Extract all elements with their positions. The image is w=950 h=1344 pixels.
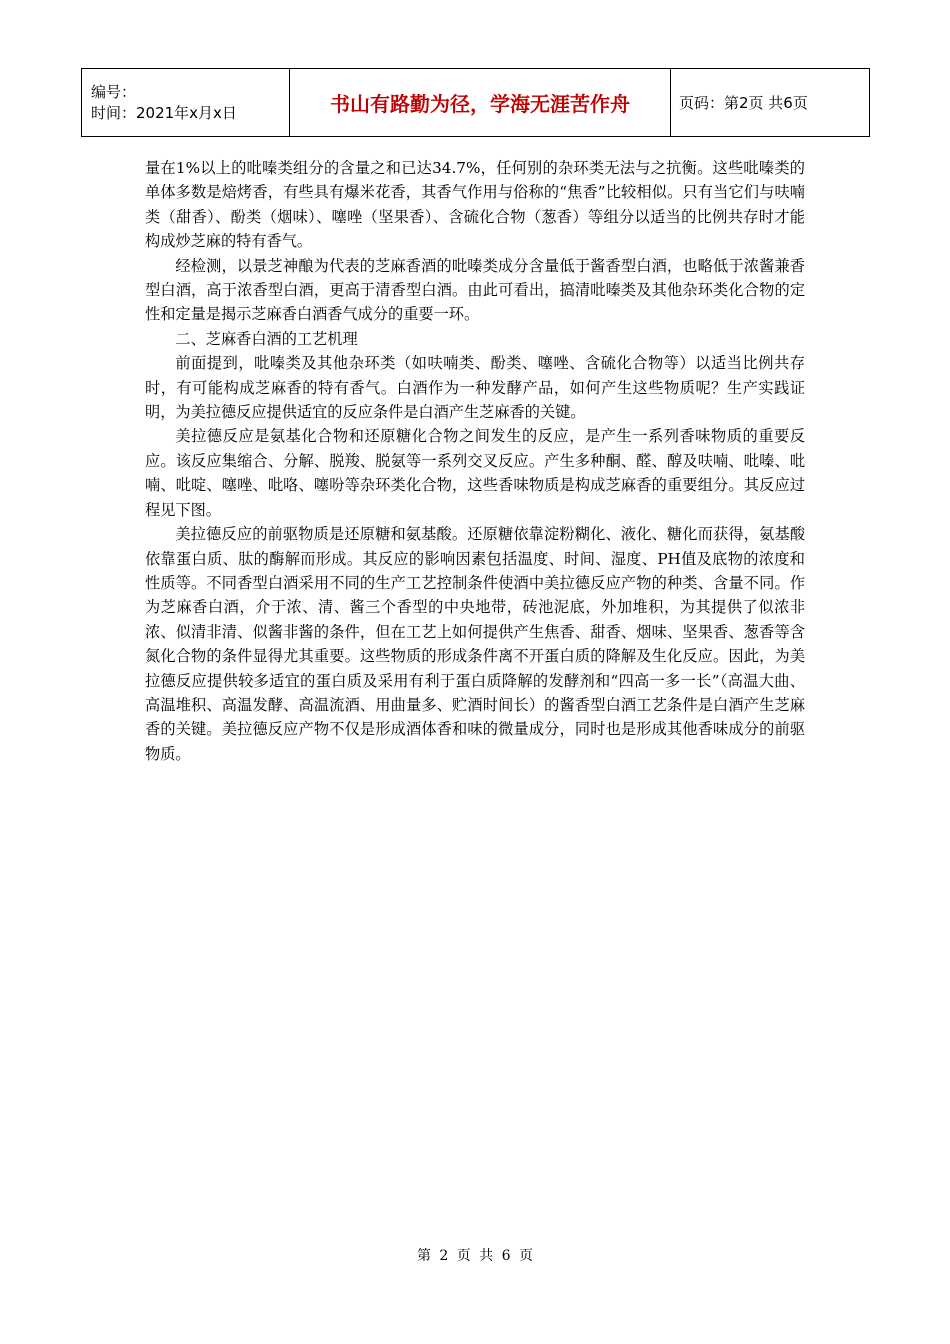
document-time-label: 时间：2021年x月x日 [91, 103, 237, 122]
page-footer: 第 2 页 共 6 页 [416, 1248, 534, 1264]
paragraph-5: 美拉德反应的前驱物质是还原糖和氨基酸。还原糖依靠淀粉糊化、液化、糖化而获得，氨基酸依靠蛋白质、肽的酶解而形成。其反应的影响因素包括温度、时间、湿度、PH值及底物的浓度和性质等。不同香型白酒采用不同的生产工艺控制条件使酒中美拉德反应产物的种类、含量不同。作为芝麻香白酒，介于浓、清、酱三个香型的中央地带，砖池泥底，外加堆积，为其提供了似浓非浓、似清非清、似酱非酱的条件，但在工艺上如何提供产生焦香、甜香、烟味、坚果香、葱香等含氮化合物的条件显得尤其重要。这些物质的形成条件离不开蛋白质的降解及生化反应。因此，为美拉德反应提供较多适宜的蛋白质及采用有利于蛋白质降解的发酵剂和“四高一多一长”（高温大曲、高温堆积、高温发酵、高温流酒、用曲量多、贮酒时间长）的酱香型白酒工艺条件是白酒产生芝麻香的关键。美拉德反应产物不仅是形成酒体香和味的微量成分，同时也是形成其他香味成分的前驱物质。 [145, 525, 805, 763]
header-table [81, 68, 870, 137]
header-motto: 书山有路勤为径，学海无涯苦作舟 [290, 69, 671, 137]
section-heading: 二、芝麻香白酒的工艺机理 [175, 329, 358, 348]
paragraph-1: 量在1%以上的吡嗪类组分的含量之和已达34.7%，任何别的杂环类无法与之抗衡。这些吡嗪类的单体多数是焙烤香，有些具有爆米花香，其香气作用与俗称的“焦香”比较相似。只有当它们与呋喃类（甜香）、酚类（烟味）、噻唑（坚果香）、含硫化合物（葱香）等组分以适当的比例共存时才能构成炒芝麻的特有香气。 [145, 159, 805, 251]
paragraph-3: 前面提到，吡嗪类及其他杂环类（如呋喃类、酚类、噻唑、含硫化合物等）以适当比例共存时，有可能构成芝麻香的特有香气。白酒作为一种发酵产品，如何产生这些物质呢？生产实践证明，为美拉德反应提供适宜的反应条件是白酒产生芝麻香的关键。 [145, 354, 805, 422]
paragraph-4: 美拉德反应是氨基化合物和还原糖化合物之间发生的反应，是产生一系列香味物质的重要反应。该反应集缩合、分解、脱羧、脱氨等一系列交叉反应。产生多种酮、醛、醇及呋喃、吡嗪、吡喃、吡啶、噻唑、吡咯、噻吩等杂环类化合物，这些香味物质是构成芝麻香的重要组分。其反应过程见下图。 [145, 427, 805, 519]
document-number-label: 编号： [91, 82, 137, 101]
document-body [145, 156, 805, 766]
header-page-code: 页码：第2页 共6页 [671, 69, 870, 137]
header-meta-cell [82, 69, 290, 137]
paragraph-2: 经检测，以景芝神酿为代表的芝麻香酒的吡嗪类成分含量低于酱香型白酒，也略低于浓酱兼香型白酒，高于浓香型白酒，更高于清香型白酒。由此可看出，搞清吡嗪类及其他杂环类化合物的定性和定量是揭示芝麻香白酒香气成分的重要一环。 [145, 256, 805, 324]
